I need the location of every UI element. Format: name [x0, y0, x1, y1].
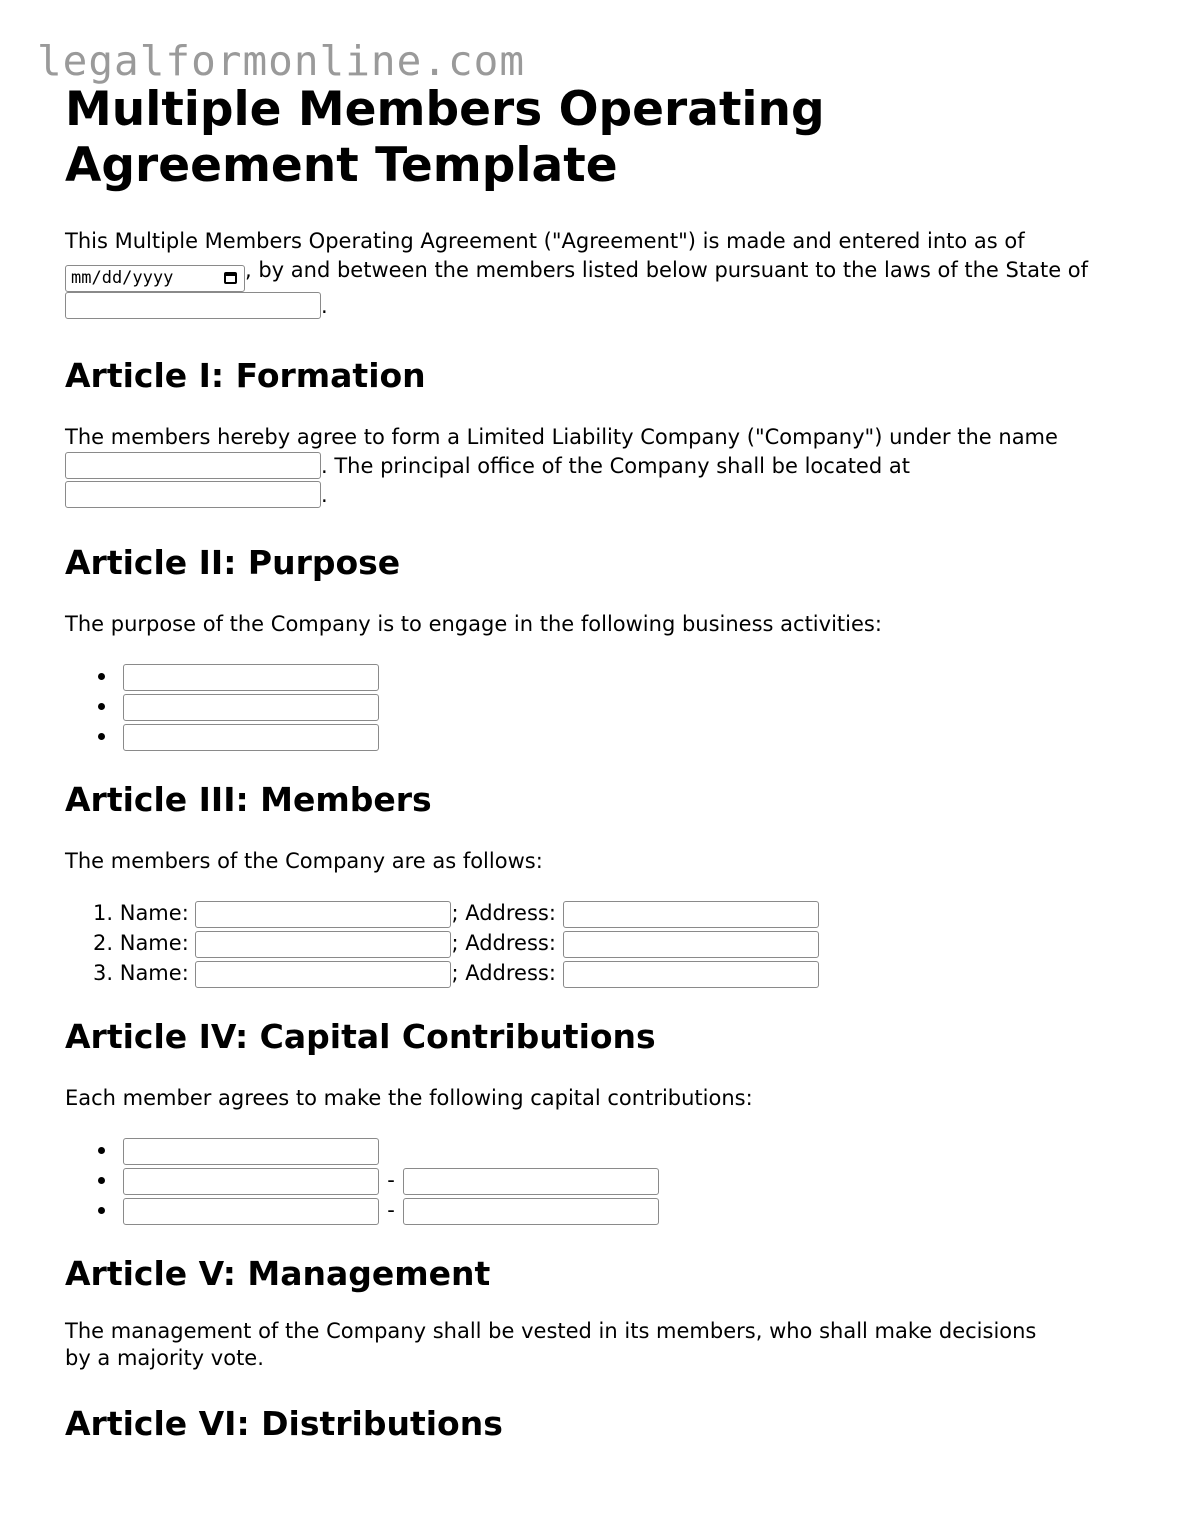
- article-6-heading: Article VI: Distributions: [65, 1404, 503, 1443]
- member-1-name-input[interactable]: [195, 901, 451, 928]
- member-1-address-input[interactable]: [563, 901, 819, 928]
- intro-paragraph: [65, 227, 1125, 321]
- list-item: [65, 1165, 1125, 1195]
- member-row: [65, 928, 1125, 958]
- article-3-heading: Article III: Members: [65, 780, 432, 819]
- dash-separator: -: [387, 1168, 395, 1192]
- member-2-name-input[interactable]: [195, 931, 451, 958]
- intro-text-before: This Multiple Members Operating Agreement ("Agreement") is made and entered into as of: [65, 229, 1025, 253]
- intro-text-middle: , by and between the members listed below pursuant to the laws of the State of: [245, 258, 1089, 282]
- date-placeholder: mm/dd/yyyy: [71, 268, 174, 288]
- dash-separator: -: [387, 1198, 395, 1222]
- article-2-paragraph: The purpose of the Company is to engage in the following business activities:: [65, 612, 882, 636]
- name-label: Name:: [119, 931, 189, 955]
- name-label: Name:: [119, 901, 189, 925]
- state-input[interactable]: [65, 292, 321, 319]
- member-3-name-input[interactable]: [195, 961, 451, 988]
- list-item: [65, 721, 1125, 751]
- list-item: [65, 1135, 1125, 1165]
- list-item: [65, 691, 1125, 721]
- purpose-list: [65, 661, 1125, 751]
- member-2-address-input[interactable]: [563, 931, 819, 958]
- article-1-text-middle: . The principal office of the Company shall be located at: [321, 454, 910, 478]
- article-1-heading: Article I: Formation: [65, 356, 426, 395]
- agreement-date-input[interactable]: [65, 265, 245, 292]
- document-body: [65, 82, 1125, 1444]
- principal-office-input[interactable]: [65, 481, 321, 508]
- article-4-paragraph: Each member agrees to make the following capital contributions:: [65, 1086, 753, 1110]
- intro-text-end: .: [321, 294, 328, 318]
- purpose-input-2[interactable]: [123, 694, 379, 721]
- address-label: ; Address:: [451, 961, 556, 985]
- calendar-icon[interactable]: [224, 272, 237, 284]
- contribution-input-1[interactable]: [123, 1138, 379, 1165]
- article-5-paragraph: The management of the Company shall be vested in its members, who shall make decisions by a majority vote.: [65, 1319, 1037, 1370]
- member-row: [65, 898, 1125, 928]
- company-name-input[interactable]: [65, 452, 321, 479]
- members-list: [65, 898, 1125, 988]
- name-label: Name:: [119, 961, 189, 985]
- member-row: [65, 958, 1125, 988]
- article-3-paragraph: The members of the Company are as follows:: [65, 849, 543, 873]
- article-5-heading: Article V: Management: [65, 1254, 491, 1293]
- address-label: ; Address:: [451, 901, 556, 925]
- member-3-address-input[interactable]: [563, 961, 819, 988]
- member-number: 2.: [93, 931, 114, 955]
- article-2-heading: Article II: Purpose: [65, 543, 401, 582]
- contributions-list: [65, 1135, 1125, 1225]
- member-number: 3.: [93, 961, 114, 985]
- member-number: 1.: [93, 901, 114, 925]
- list-item: [65, 661, 1125, 691]
- contribution-amount-input-3[interactable]: [403, 1198, 659, 1225]
- article-1-text-before: The members hereby agree to form a Limited Liability Company ("Company") under the name: [65, 425, 1058, 449]
- article-1-text-end: .: [321, 483, 328, 507]
- list-item: [65, 1195, 1125, 1225]
- contribution-amount-input-2[interactable]: [403, 1168, 659, 1195]
- watermark: legalformonline.com: [37, 37, 525, 85]
- address-label: ; Address:: [451, 931, 556, 955]
- purpose-input-3[interactable]: [123, 724, 379, 751]
- contribution-input-2[interactable]: [123, 1168, 379, 1195]
- article-1-paragraph: [65, 423, 1125, 510]
- page-title: Multiple Members Operating Agreement Template: [65, 82, 825, 193]
- purpose-input-1[interactable]: [123, 664, 379, 691]
- contribution-input-3[interactable]: [123, 1198, 379, 1225]
- article-4-heading: Article IV: Capital Contributions: [65, 1017, 656, 1056]
